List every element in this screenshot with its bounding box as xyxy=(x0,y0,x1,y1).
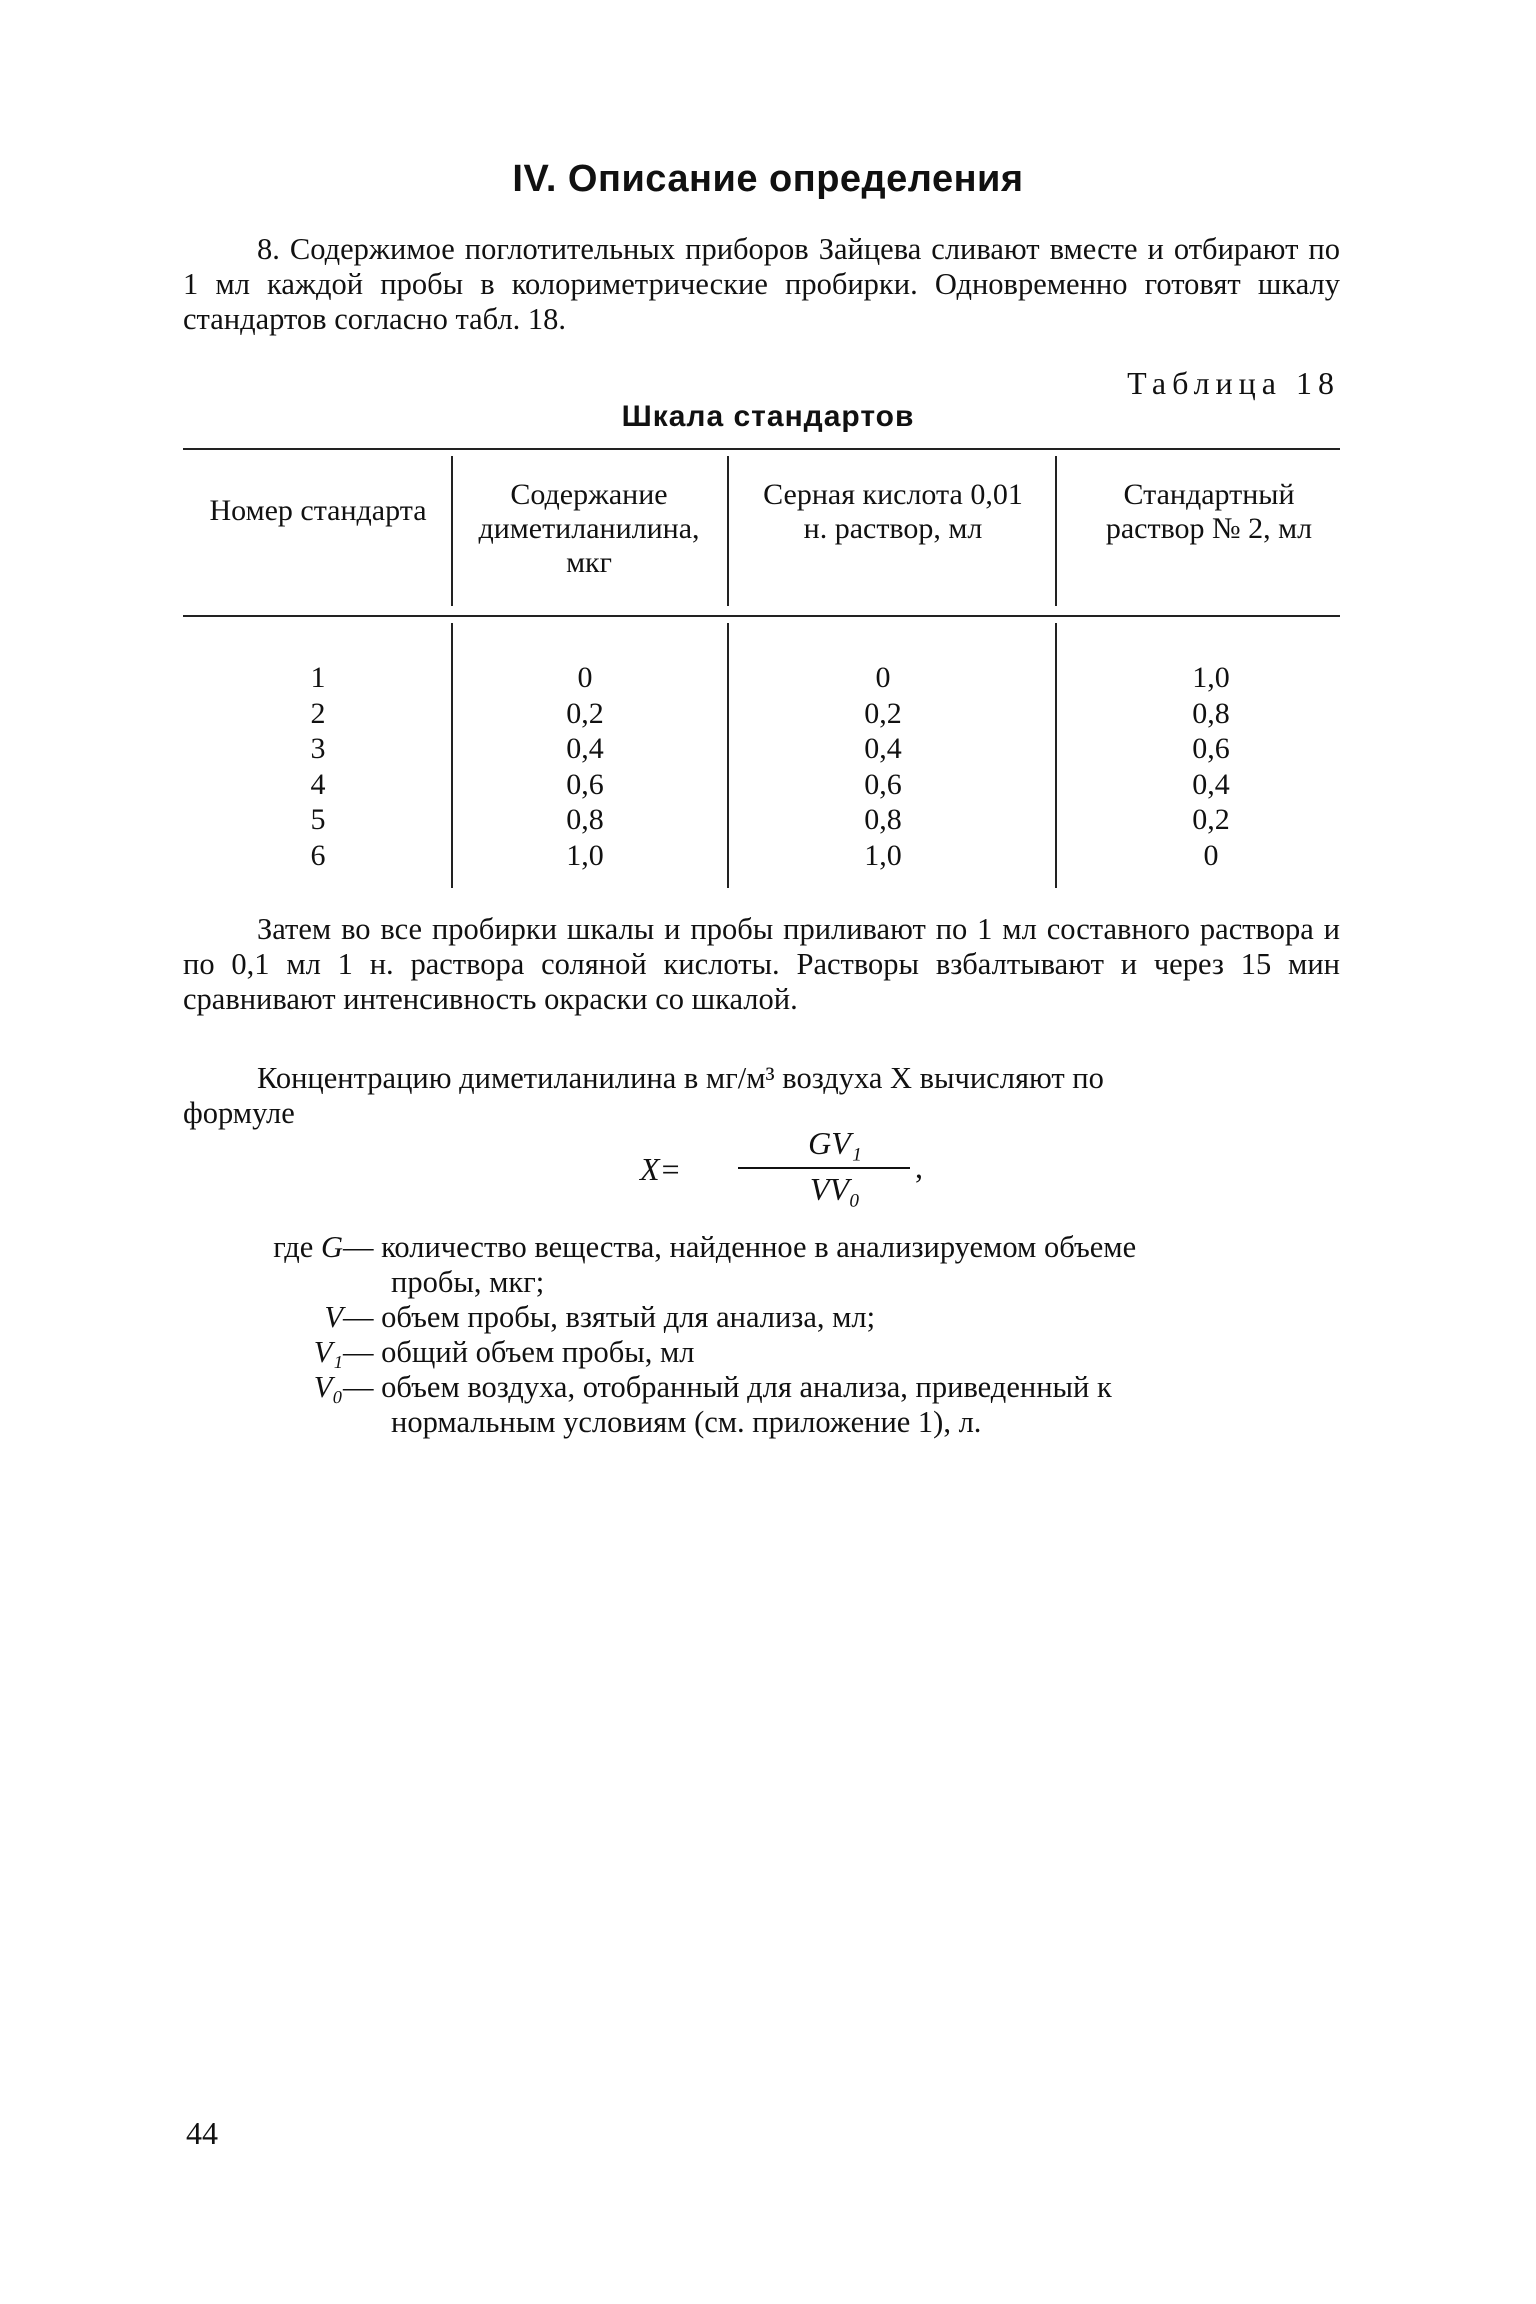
standards-table xyxy=(183,448,1340,890)
table-cell: 0,6 xyxy=(864,767,902,801)
definition-text xyxy=(343,1300,1340,1335)
column-divider xyxy=(1055,623,1057,888)
table-cell: 0,6 xyxy=(566,767,604,801)
column-number xyxy=(293,660,343,873)
table-cell: 0,6 xyxy=(1192,732,1230,765)
definition-line: — общий объем пробы, мл xyxy=(343,1335,695,1369)
table-cell: 4 xyxy=(310,767,326,801)
paragraph-8: 8. Содержимое поглотительных приборов Зайцева сливают вместе и отбирают по 1 мл каждой пробы в колориметрические пробирки. Одновременно готовят шкалу стандартов согласно табл. 18. xyxy=(183,232,1340,336)
table-top-rule xyxy=(183,448,1340,450)
symbol-text: V₁ xyxy=(313,1335,343,1369)
table-cell: 2 xyxy=(310,696,326,730)
definition-line: — объем воздуха, отобранный для анализа, приведенный к xyxy=(343,1370,1112,1404)
formula-intro: формуле xyxy=(183,1096,295,1130)
table-cell: 3 xyxy=(310,732,326,765)
formula-lhs: X= xyxy=(640,1151,682,1187)
table-cell: 0,8 xyxy=(1192,696,1230,730)
column-acid xyxy=(853,660,913,873)
definition-line: — количество вещества, найденное в анализируемом объеме xyxy=(343,1230,1137,1264)
header-number: Номер стандарта xyxy=(209,494,427,527)
table-caption: Таблица 18 xyxy=(1127,365,1340,401)
table-cell: 6 xyxy=(310,838,326,872)
table-cell: 0,2 xyxy=(1192,803,1230,836)
definition-line: нормальным условиям (см. приложение 1), л. xyxy=(391,1405,982,1439)
table-header-rule xyxy=(183,615,1340,617)
definition-text xyxy=(343,1230,1340,1300)
column-divider xyxy=(1055,456,1057,606)
column-standard xyxy=(1181,660,1241,873)
definition-item xyxy=(183,1335,1340,1371)
formula-numerator: GV₁ xyxy=(808,1125,862,1161)
table-cell: 0,2 xyxy=(864,696,902,730)
fraction-bar xyxy=(738,1167,910,1169)
page-number: 44 xyxy=(186,2115,218,2151)
paragraph-procedure: Затем во все пробирки шкалы и пробы приливают по 1 мл составного раствора и по 0,1 мл 1 н. раствора соляной кислоты. Растворы взбалтывают и через 15 мин сравнивают интенсивность окраски со шкалой. xyxy=(183,912,1340,1016)
definition-line: — объем пробы, взятый для анализа, мл; xyxy=(343,1300,876,1334)
header-content: Содержание диметиланилина, мкг xyxy=(478,478,700,579)
formula xyxy=(640,1125,940,1225)
definition-line: пробы, мкг; xyxy=(391,1265,545,1299)
symbol-text: V xyxy=(324,1300,343,1334)
table-cell: 1,0 xyxy=(1192,661,1230,694)
paragraph-concentration: Концентрацию диметиланилина в мг/м³ воздуха X вычисляют по xyxy=(257,1061,1104,1095)
header-acid: Серная кислота 0,01 н. раствор, мл xyxy=(763,478,1023,545)
definition-item xyxy=(183,1370,1340,1442)
definition-item xyxy=(183,1300,1340,1336)
table-cell: 0 xyxy=(875,661,891,694)
table-cell: 0 xyxy=(1203,838,1219,872)
formula-comma: , xyxy=(915,1149,923,1185)
column-divider xyxy=(451,456,453,606)
table-cell: 0 xyxy=(577,661,593,694)
definition-symbol xyxy=(183,1335,343,1370)
table-cell: 0,2 xyxy=(566,696,604,730)
definition-text xyxy=(343,1370,1340,1440)
symbol-text: G xyxy=(320,1230,343,1264)
definition-symbol xyxy=(183,1300,343,1335)
definition-item xyxy=(183,1230,1340,1302)
column-content xyxy=(555,660,615,873)
table-cell: 1,0 xyxy=(566,838,604,872)
table-cell: 5 xyxy=(310,803,326,836)
header-standard: Стандартный раствор № 2, мл xyxy=(1105,478,1313,545)
definition-symbol xyxy=(183,1370,343,1405)
section-title: IV. Описание определения xyxy=(512,158,1024,200)
definition-prefix: где xyxy=(273,1230,321,1264)
column-divider xyxy=(451,623,453,888)
table-cell: 0,4 xyxy=(864,732,902,765)
table-cell: 1 xyxy=(310,661,326,694)
table-cell: 0,8 xyxy=(566,803,604,836)
table-cell: 0,4 xyxy=(566,732,604,765)
column-divider xyxy=(727,456,729,606)
table-cell: 0,8 xyxy=(864,803,902,836)
symbol-text: V₀ xyxy=(313,1370,343,1404)
definition-symbol xyxy=(183,1230,343,1265)
table-cell: 0,4 xyxy=(1192,767,1230,801)
column-divider xyxy=(727,623,729,888)
formula-denominator: VV₀ xyxy=(809,1171,861,1207)
table-title: Шкала стандартов xyxy=(621,400,915,433)
definition-text xyxy=(343,1335,1340,1370)
table-cell: 1,0 xyxy=(864,838,902,872)
